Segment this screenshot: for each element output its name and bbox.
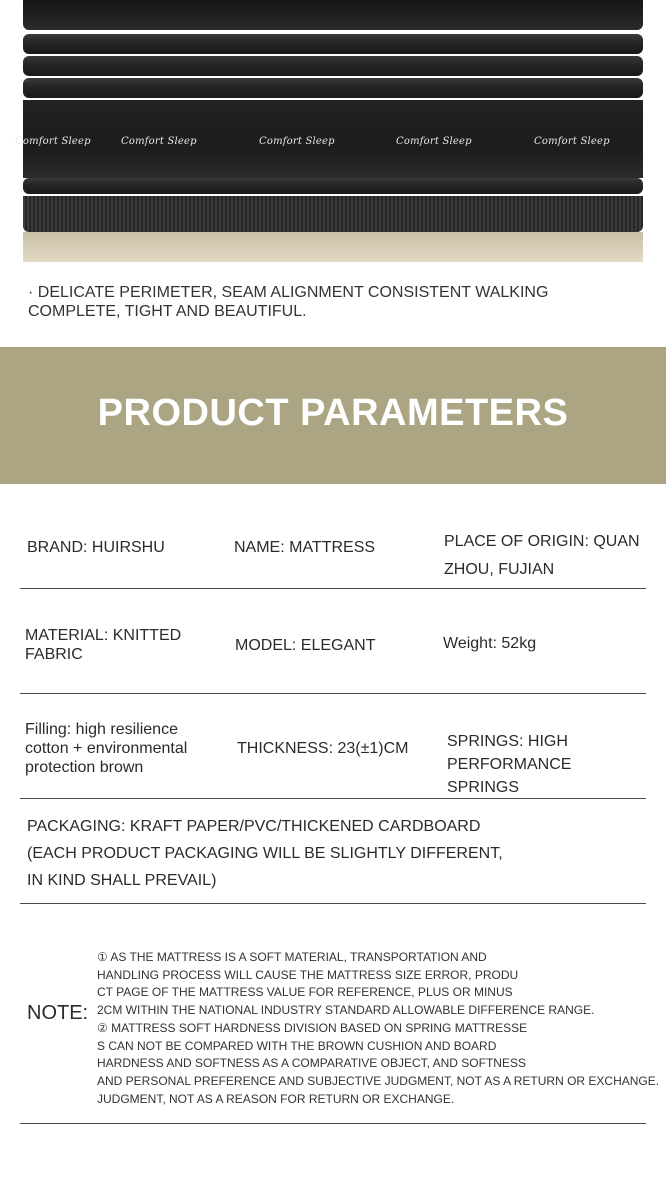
param-origin: PLACE OF ORIGIN: QUAN ZHOU, FUJIAN: [444, 533, 640, 578]
parameters-row: [20, 694, 646, 799]
note-line: 2CM WITHIN THE NATIONAL INDUSTRY STANDARD ALLOWABLE DIFFERENCE RANGE.: [97, 1003, 595, 1018]
note-line: AND PERSONAL PREFERENCE AND SUBJECTIVE JUDGMENT, NOT AS A RETURN OR EXCHANGE.: [97, 1073, 660, 1088]
mattress-border-band: [23, 78, 643, 98]
photo-caption: · DELICATE PERIMETER, SEAM ALIGNMENT CONSISTENT WALKING COMPLETE, TIGHT AND BEAUTIFUL.: [28, 284, 549, 320]
note-line: HANDLING PROCESS WILL CAUSE THE MATTRESS SIZE ERROR, PRODU: [97, 967, 519, 982]
note-line: JUDGMENT, NOT AS A REASON FOR RETURN OR EXCHANGE.: [97, 1091, 455, 1106]
parameters-row: [20, 484, 646, 589]
note-line: HARDNESS AND SOFTNESS AS A COMPARATIVE OBJECT, AND SOFTNESS: [97, 1056, 526, 1071]
note-label: NOTE:: [27, 1002, 89, 1024]
mattress-base: [23, 232, 643, 262]
mattress-border-band: [23, 178, 643, 194]
mattress-border-band: [23, 34, 643, 54]
brand-logo: Comfort Sleep: [534, 136, 610, 147]
brand-logo: Comfort Sleep: [396, 136, 472, 147]
parameters-row: [20, 799, 646, 904]
note-text: [97, 949, 659, 1108]
parameters-table: [20, 484, 646, 904]
param-thickness: THICKNESS: 23(±1)CM: [237, 740, 409, 757]
note-section: [20, 905, 660, 1124]
param-weight: Weight: 52kg: [443, 635, 537, 652]
section-title: PRODUCT PARAMETERS: [97, 392, 569, 434]
note-line: ② MATTRESS SOFT HARDNESS DIVISION BASED ON SPRING MATTRESSE: [97, 1020, 528, 1035]
note-line: CT PAGE OF THE MATTRESS VALUE FOR REFERENCE, PLUS OR MINUS: [97, 985, 513, 1000]
parameters-row: [20, 589, 646, 694]
mattress-knit-edge: [23, 196, 643, 232]
mattress-top-layer: [23, 0, 643, 30]
param-springs: SPRINGS: HIGH PERFORMANCE SPRINGS: [447, 733, 572, 796]
mattress-photo: [15, 0, 643, 262]
brand-logo: Comfort Sleep: [15, 136, 91, 147]
param-material: MATERIAL: KNITTED FABRIC: [25, 627, 182, 663]
brand-logo: Comfort Sleep: [259, 136, 335, 147]
param-filling: Filling: high resilience cotton + environmental protection brown: [25, 721, 188, 776]
param-brand: BRAND: HUIRSHU: [27, 539, 165, 556]
mattress-border-band: [23, 56, 643, 76]
note-line: ① AS THE MATTRESS IS A SOFT MATERIAL, TRANSPORTATION AND: [97, 950, 487, 964]
param-name: NAME: MATTRESS: [234, 539, 376, 556]
section-banner: [0, 347, 666, 484]
note-line: S CAN NOT BE COMPARED WITH THE BROWN CUSHION AND BOARD: [97, 1038, 497, 1053]
param-model: MODEL: ELEGANT: [235, 637, 376, 654]
brand-logo: Comfort Sleep: [121, 136, 197, 147]
param-packaging: PACKAGING: KRAFT PAPER/PVC/THICKENED CARDBOARD (EACH PRODUCT PACKAGING WILL BE SLIGHTLY DIFFERENT, IN KIND SHALL PREVAIL): [27, 818, 503, 889]
